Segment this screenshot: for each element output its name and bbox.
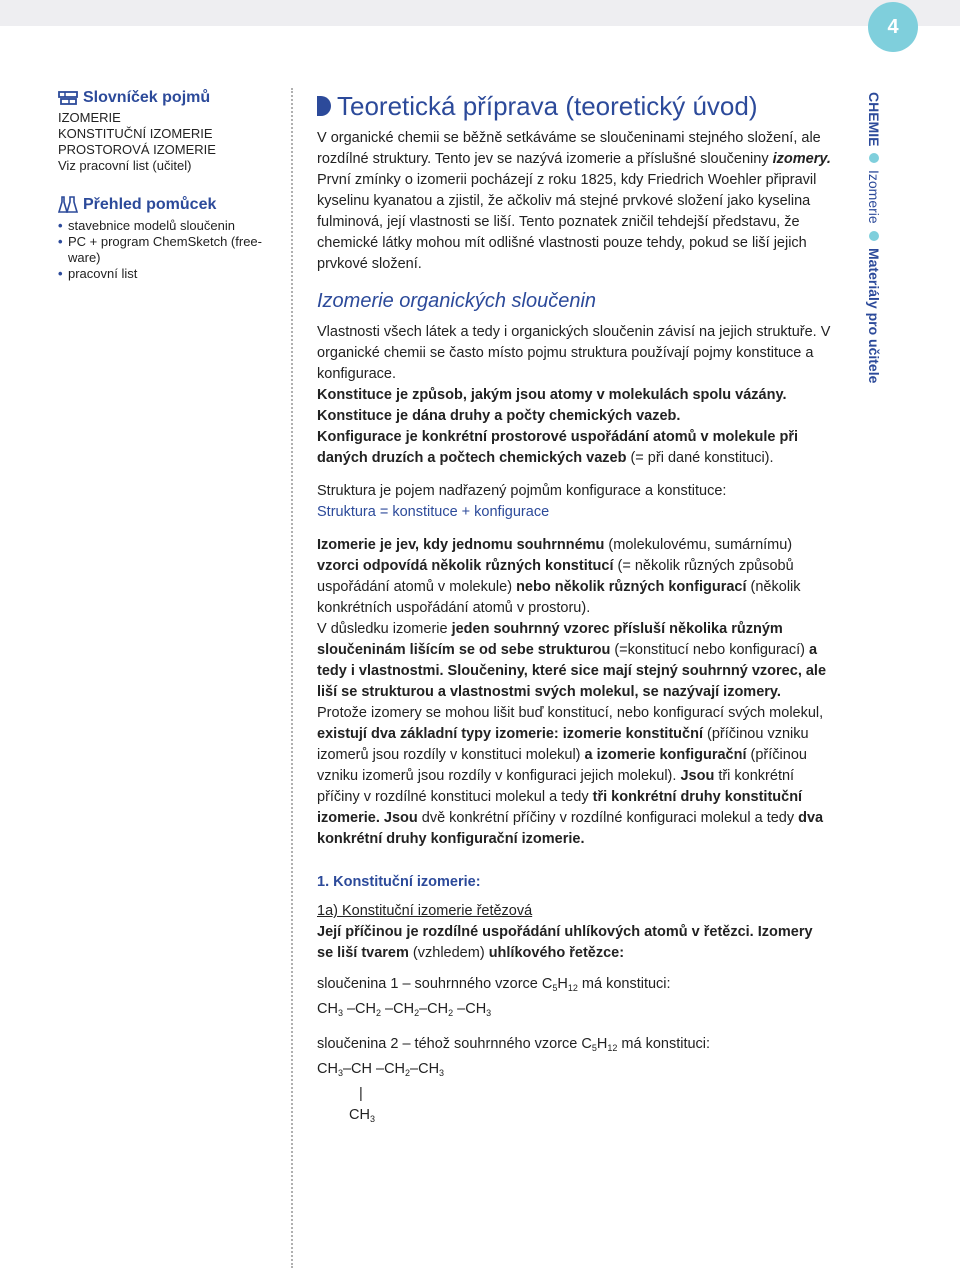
tools-heading: [58, 196, 283, 214]
glossary-line: Viz pracovní list (učitel): [58, 158, 192, 173]
section-title: Teoretická příprava (teoretický úvod): [337, 91, 758, 121]
side-topic: Izomerie: [866, 170, 882, 225]
configuration-definition: Konfigurace je konkrétní prostorové uspořádání atomů v molekule při daných druzích a počtech chemických vazeb (= při dané konstituci).: [317, 429, 799, 466]
compound-1-label: sloučenina 1 – souhrnného vzorce $C_5H_{12}$ má konstituci:: [317, 976, 671, 993]
list-item: • pracovní list: [58, 266, 283, 282]
structure-formula: Struktura = konstituce + konfigurace: [317, 504, 550, 520]
compound-1-formula: $CH_3$ $-CH_2$ $-CH_2-CH_2$ $-CH_3$: [317, 1001, 492, 1018]
glossary-heading: [58, 90, 283, 106]
left-sidebar: [58, 90, 283, 282]
section-heading: [317, 90, 831, 122]
flask-icon: [58, 196, 78, 214]
compound-2-label: sloučenina 2 – téhož souhrnného vzorce $C_5H_{12}$ má konstituci:: [317, 1036, 711, 1053]
glossary-line: KONSTITUČNÍ IZOMERIE: [58, 126, 213, 141]
isomerism-types-paragraph: V důsledku izomerie jeden souhrnný vzorec přísluší několika různým sloučeninám lišícím se od sebe strukturou (=konstitucí nebo konfigurací) a tedy i vlastnostmi. Sloučeniny, které sice mají stejný souhrnný vzorec, ale liší se strukturou a vlastnostmi svých molekul, se nazývají izomery. Protože izomery se mohou lišit buď konstitucí, nebo konfigurací svých molekul, existují dva základní typy izomerie: izomerie konstituční (příčinou vzniku izomerů jsou rozdíly v konstituci molekul) a izomerie konfigurační (příčinou vzniku izomerů jsou rozdíly v konfiguraci jejich molekul). Jsou tři konkrétní příčiny v rozdílné konstituci molekul a tedy tři konkrétní druhy konstituční izomerie. Jsou dvě konkrétní příčiny v rozdílné konfiguraci molekul a tedy dva konkrétní druhy konfigurační izomerie.: [317, 621, 827, 847]
intro-paragraph: V organické chemii se běžně setkáváme se sloučeninami stejného složení, ale rozdílné struktury. Tento jev se nazývá izomerie a příslušné sloučeniny izomery.: [317, 130, 831, 167]
main-content: [317, 90, 831, 1130]
glossary-line: IZOMERIE: [58, 110, 121, 125]
page-number: 4: [868, 2, 918, 52]
chain-isomerism-heading: 1a) Konstituční izomerie řetězová: [317, 903, 533, 919]
list-item: • PC + program ChemSketch (free-ware): [58, 234, 283, 266]
chain-isomerism-text: Její příčinou je rozdílné uspořádání uhlíkových atomů v řetězci. Izomery se liší tvarem (vzhledem) uhlíkového řetězce:: [317, 924, 813, 961]
constitutional-isomerism-heading: 1. Konstituční izomerie:: [317, 874, 481, 890]
structure-definition: Struktura je pojem nadřazený pojmům konfigurace a konstituce:: [317, 483, 727, 499]
side-audience: Materiály pro učitele: [866, 248, 882, 384]
side-subject: CHEMIE: [866, 92, 882, 147]
history-paragraph: První zmínky o izomerii pocházejí z roku 1825, kdy Friedrich Woehler připravil kyselinu kyanatou a zjistil, že ačkoliv má stejné prvkové složení jako kyselina fulminová, její vlastnosti se liší. Tento poznatek zničil tehdejší představu, že chemické látky mohou mít odlišné vlastnosti pouze tehdy, pokud se liší jejich prvkové složení.: [317, 172, 817, 272]
glossary-line: PROSTOROVÁ IZOMERIE: [58, 142, 216, 157]
glossary-title: Slovníček pojmů: [83, 89, 211, 106]
side-label: [866, 92, 882, 384]
compound-2-branch-bond: |: [359, 1086, 363, 1102]
heading-marker-icon: [317, 96, 331, 116]
isomerism-definition: Izomerie je jev, kdy jednomu souhrnnému (molekulovému, sumárnímu) vzorci odpovídá několik různých konstitucí (= několik různých způsobů uspořádání atomů v molekule) nebo několik různých konfigurací (několik konkrétních uspořádání atomů v prostoru).: [317, 537, 801, 616]
compound-2-branch: $CH_3$: [349, 1107, 375, 1124]
side-dot-icon: [869, 153, 879, 163]
compound-2-formula: $CH_3-CH$ $-CH_2-CH_3$: [317, 1061, 445, 1078]
tools-list: [58, 218, 283, 282]
top-bar: [0, 0, 960, 26]
subsection-title: Izomerie organických sloučenin: [317, 290, 597, 312]
structure-paragraph: Vlastnosti všech látek a tedy i organických sloučenin závisí na jejich struktuře. V organické chemii se často místo pojmu struktura používají pojmy konstituce a konfigurace.: [317, 324, 831, 382]
column-divider: [291, 88, 293, 1268]
side-dot-icon: [869, 231, 879, 241]
constitution-definition: Konstituce je způsob, jakým jsou atomy v molekulách spolu vázány. Konstituce je dána druhy a počty chemických vazeb.: [317, 387, 787, 424]
list-item: • stavebnice modelů sloučenin: [58, 218, 283, 234]
books-icon: [58, 90, 78, 106]
tools-title: Přehled pomůcek: [83, 196, 217, 213]
